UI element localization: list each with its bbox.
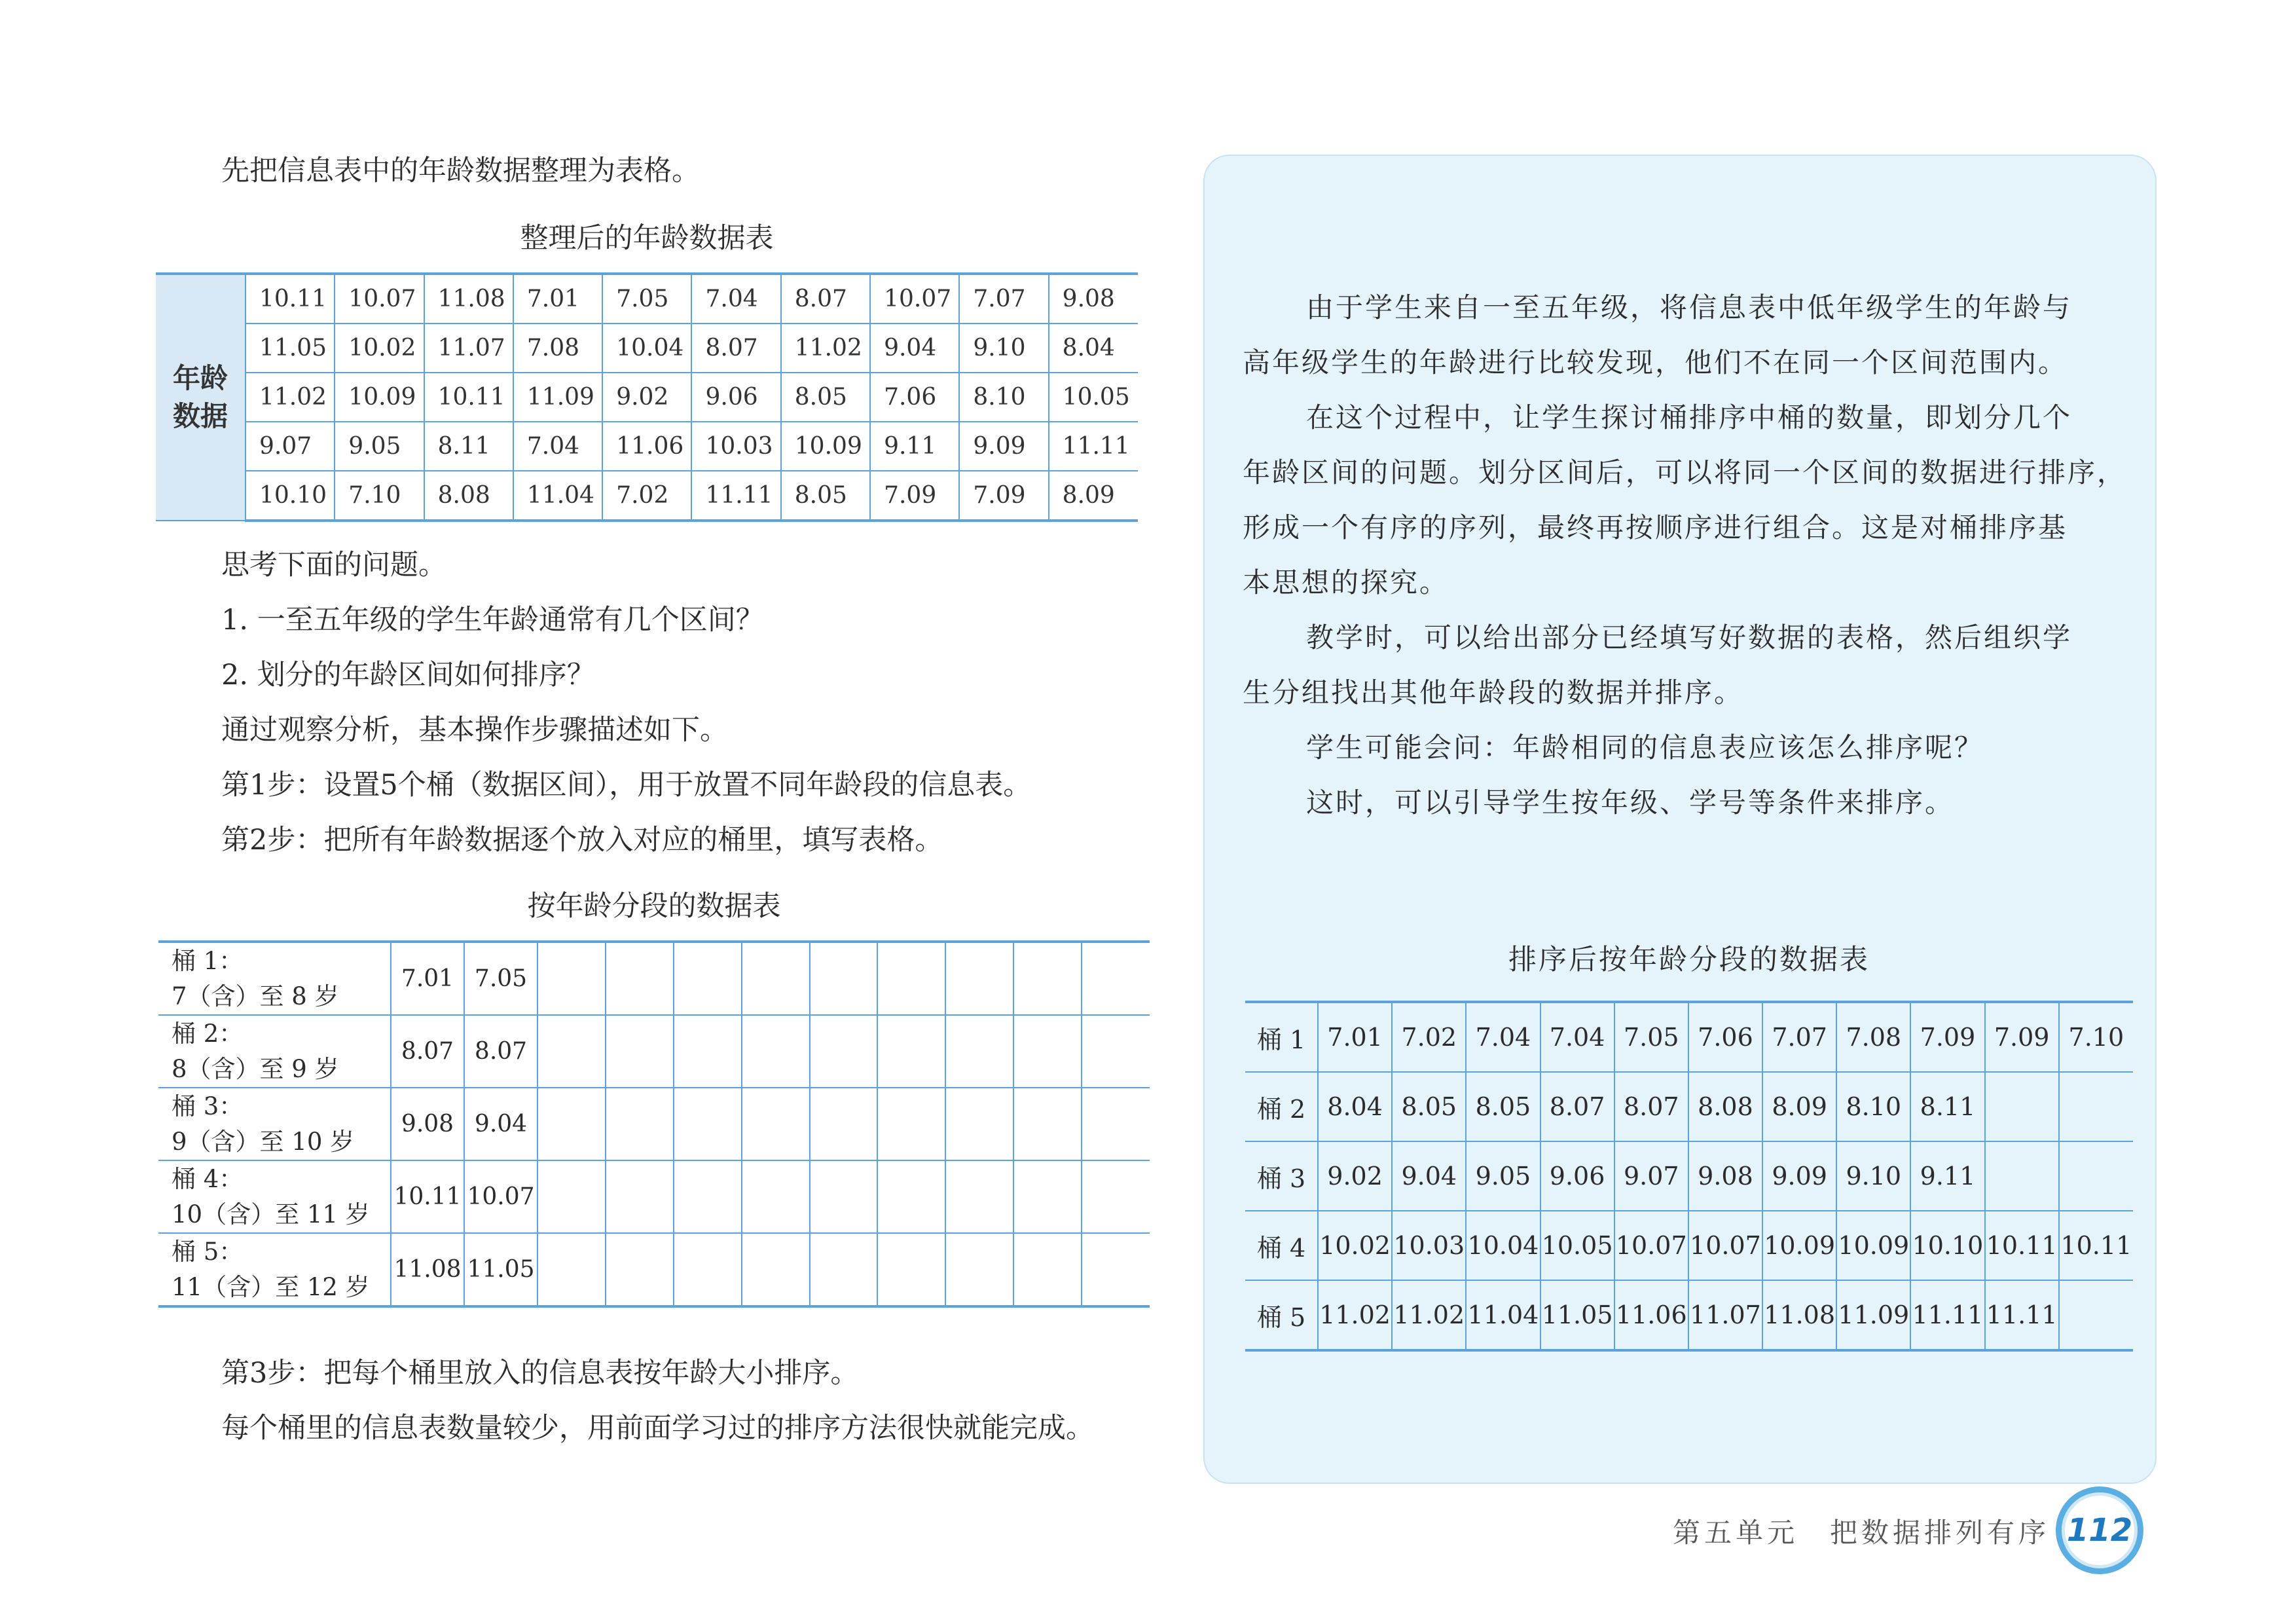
- empty-cell: [945, 1088, 1013, 1160]
- age-cell: 10.05: [1049, 373, 1138, 422]
- table3-title: 排序后按年龄分段的数据表: [1508, 944, 1870, 976]
- age-cell: 10.07: [464, 1160, 538, 1233]
- note-p2-line3: 形成一个有序的序列，最终再按顺序进行组合。这是对桶排序基: [1243, 511, 2068, 544]
- age-cell: 9.04: [870, 323, 959, 373]
- age-cell: 11.11: [691, 471, 780, 521]
- age-cell: 7.02: [602, 471, 691, 521]
- empty-cell: [606, 942, 674, 1015]
- age-cell: 8.07: [1540, 1072, 1614, 1141]
- age-cell: 8.11: [1910, 1072, 1984, 1141]
- age-cell: 11.05: [464, 1233, 538, 1306]
- bucket-name: 桶 2：: [172, 1019, 244, 1048]
- table-row: [1245, 1072, 2133, 1141]
- bucket-label-cell: 桶 4: [1245, 1211, 1318, 1280]
- empty-cell: [1013, 1015, 1082, 1088]
- empty-cell: [742, 1233, 810, 1306]
- bucket-range: 9（含）至 10 岁: [172, 1127, 355, 1156]
- age-cell: 8.07: [1614, 1072, 1688, 1141]
- age-cell: 7.09: [870, 471, 959, 521]
- table-row: [1245, 1002, 2133, 1072]
- age-cell: 7.07: [959, 274, 1048, 323]
- age-cell: 10.09: [1836, 1211, 1910, 1280]
- age-cell: 7.04: [513, 422, 602, 471]
- age-cell: 11.02: [246, 373, 335, 422]
- empty-cell: [742, 1160, 810, 1233]
- age-cell: 9.05: [1466, 1141, 1540, 1211]
- age-cell: 9.08: [1049, 274, 1138, 323]
- age-cell: 7.09: [1985, 1002, 2059, 1072]
- age-cell: [1985, 1072, 2059, 1141]
- empty-cell: [810, 1015, 878, 1088]
- age-cell: 10.02: [335, 323, 424, 373]
- bucket-name: 桶 4：: [172, 1164, 244, 1193]
- page-number: 112: [2066, 1512, 2133, 1549]
- note-p1-line2: 高年级学生的年龄进行比较发现，他们不在同一个区间范围内。: [1243, 346, 2068, 378]
- age-cell: 11.04: [1466, 1280, 1540, 1350]
- empty-cell: [810, 1088, 878, 1160]
- age-cell: 9.02: [602, 373, 691, 422]
- age-cell: 11.08: [424, 274, 513, 323]
- age-cell: 11.11: [1985, 1280, 2059, 1350]
- step-2-text: 第2步：把所有年龄数据逐个放入对应的桶里，填写表格。: [221, 824, 943, 857]
- bucket-name: 桶 3：: [172, 1092, 244, 1120]
- age-cell: 10.03: [691, 422, 780, 471]
- bucket-age-table: [158, 940, 1150, 1308]
- empty-cell: [674, 1015, 742, 1088]
- empty-cell: [1013, 1160, 1082, 1233]
- age-cell: 8.07: [691, 323, 780, 373]
- age-cell: 11.06: [1614, 1280, 1688, 1350]
- age-cell: 10.11: [2059, 1211, 2133, 1280]
- analysis-text: 通过观察分析，基本操作步骤描述如下。: [221, 714, 728, 747]
- age-cell: 10.07: [335, 274, 424, 323]
- table2-title: 按年龄分段的数据表: [527, 890, 781, 923]
- table-row: [156, 373, 1138, 422]
- row-header-line: 数据: [172, 400, 228, 432]
- page-number-badge: [2056, 1486, 2143, 1574]
- unit-title: 第五单元 把数据排列有序: [1673, 1517, 2050, 1549]
- table-row: [156, 274, 1138, 323]
- age-cell: 10.07: [1614, 1211, 1688, 1280]
- age-cell: [2059, 1280, 2133, 1350]
- age-cell: 8.05: [781, 373, 870, 422]
- empty-cell: [1082, 1233, 1150, 1306]
- age-data-table: [156, 272, 1138, 522]
- age-cell: 7.05: [464, 942, 538, 1015]
- empty-cell: [674, 1233, 742, 1306]
- age-cell: 8.07: [391, 1015, 464, 1088]
- age-cell: 9.04: [464, 1088, 538, 1160]
- age-cell: 9.07: [1614, 1141, 1688, 1211]
- age-cell: [1985, 1141, 2059, 1211]
- age-cell: 8.07: [781, 274, 870, 323]
- empty-cell: [1082, 942, 1150, 1015]
- age-cell: 7.10: [335, 471, 424, 521]
- age-cell: 9.04: [1392, 1141, 1466, 1211]
- empty-cell: [606, 1015, 674, 1088]
- age-cell: 8.11: [424, 422, 513, 471]
- bucket-label-cell: 桶 1: [1245, 1002, 1318, 1072]
- age-cell: 9.07: [246, 422, 335, 471]
- note-p1-line1: 由于学生来自一至五年级，将信息表中低年级学生的年龄与: [1306, 291, 2073, 323]
- age-cell: 7.06: [870, 373, 959, 422]
- age-cell: 8.08: [1688, 1072, 1762, 1141]
- age-cell: 11.02: [1318, 1280, 1392, 1350]
- age-cell: 8.04: [1318, 1072, 1392, 1141]
- empty-cell: [742, 942, 810, 1015]
- age-cell: [2059, 1141, 2133, 1211]
- note-p3-line1: 教学时，可以给出部分已经填写好数据的表格，然后组织学: [1306, 621, 2073, 654]
- age-cell: 11.08: [391, 1233, 464, 1306]
- empty-cell: [945, 942, 1013, 1015]
- bucket-label-cell: 桶 5: [1245, 1280, 1318, 1350]
- age-cell: 8.07: [464, 1015, 538, 1088]
- age-cell: 11.07: [424, 323, 513, 373]
- empty-cell: [606, 1233, 674, 1306]
- age-cell: 10.10: [246, 471, 335, 521]
- table-row: [1245, 1211, 2133, 1280]
- bucket-label-cell: [158, 1160, 391, 1233]
- age-cell: 7.04: [691, 274, 780, 323]
- age-cell: 11.11: [1049, 422, 1138, 471]
- age-cell: 10.11: [246, 274, 335, 323]
- empty-cell: [1013, 1233, 1082, 1306]
- think-text: 思考下面的问题。: [221, 549, 446, 581]
- empty-cell: [877, 1088, 945, 1160]
- age-cell: 8.09: [1762, 1072, 1836, 1141]
- age-cell: 11.06: [602, 422, 691, 471]
- note-p2-line1: 在这个过程中，让学生探讨桶排序中桶的数量，即划分几个: [1306, 401, 2073, 434]
- empty-cell: [606, 1088, 674, 1160]
- age-cell: 11.04: [513, 471, 602, 521]
- age-cell: 7.04: [1540, 1002, 1614, 1072]
- table-row: [156, 422, 1138, 471]
- age-cell: 9.05: [335, 422, 424, 471]
- note-p5: 这时，可以引导学生按年级、学号等条件来排序。: [1306, 786, 1955, 819]
- empty-cell: [674, 1160, 742, 1233]
- age-cell: 7.01: [1318, 1002, 1392, 1072]
- age-cell: 10.09: [1762, 1211, 1836, 1280]
- empty-cell: [945, 1160, 1013, 1233]
- bucket-name: 桶 1：: [172, 946, 244, 975]
- age-cell: 8.10: [959, 373, 1048, 422]
- age-cell: 9.10: [1836, 1141, 1910, 1211]
- empty-cell: [538, 942, 606, 1015]
- age-cell: 11.09: [513, 373, 602, 422]
- empty-cell: [674, 1088, 742, 1160]
- table-row: [1245, 1280, 2133, 1350]
- age-cell: 8.04: [1049, 323, 1138, 373]
- empty-cell: [1082, 1160, 1150, 1233]
- age-cell: 10.10: [1910, 1211, 1984, 1280]
- empty-cell: [606, 1160, 674, 1233]
- age-cell: 7.01: [513, 274, 602, 323]
- age-cell: 10.04: [602, 323, 691, 373]
- age-cell: 11.09: [1836, 1280, 1910, 1350]
- empty-cell: [945, 1233, 1013, 1306]
- age-cell: 8.09: [1049, 471, 1138, 521]
- bucket-range: 11（含）至 12 岁: [172, 1272, 370, 1301]
- table-row: [158, 1015, 1150, 1088]
- age-cell: 7.05: [1614, 1002, 1688, 1072]
- empty-cell: [1082, 1088, 1150, 1160]
- note-p2-line4: 本思想的探究。: [1243, 566, 1449, 599]
- step-1-text: 第1步：设置5个桶（数据区间），用于放置不同年龄段的信息表。: [221, 769, 1032, 802]
- age-cell: 9.08: [1688, 1141, 1762, 1211]
- empty-cell: [674, 942, 742, 1015]
- age-cell: 11.05: [246, 323, 335, 373]
- note-p3-line2: 生分组找出其他年龄段的数据并排序。: [1243, 676, 1744, 709]
- empty-cell: [877, 1015, 945, 1088]
- empty-cell: [1013, 942, 1082, 1015]
- bucket-range: 8（含）至 9 岁: [172, 1054, 339, 1083]
- age-cell: 7.02: [1392, 1002, 1466, 1072]
- question-2: 2. 划分的年龄区间如何排序？: [221, 659, 595, 692]
- bucket-range: 10（含）至 11 岁: [172, 1200, 370, 1228]
- age-cell: 10.07: [1688, 1211, 1762, 1280]
- row-header-cell: [156, 274, 246, 521]
- empty-cell: [742, 1088, 810, 1160]
- age-cell: 9.09: [1762, 1141, 1836, 1211]
- bucket-label-cell: [158, 1015, 391, 1088]
- age-cell: 9.06: [1540, 1141, 1614, 1211]
- empty-cell: [810, 1233, 878, 1306]
- age-cell: 7.09: [959, 471, 1048, 521]
- age-cell: 7.08: [1836, 1002, 1910, 1072]
- table-row: [156, 323, 1138, 373]
- age-cell: 11.08: [1762, 1280, 1836, 1350]
- age-cell: 11.07: [1688, 1280, 1762, 1350]
- table-row: [158, 1160, 1150, 1233]
- age-cell: 7.01: [391, 942, 464, 1015]
- empty-cell: [1013, 1088, 1082, 1160]
- age-cell: 8.05: [1392, 1072, 1466, 1141]
- age-cell: 10.09: [781, 422, 870, 471]
- empty-cell: [538, 1160, 606, 1233]
- step-3-text: 第3步：把每个桶里放入的信息表按年龄大小排序。: [221, 1357, 859, 1390]
- bucket-name: 桶 5：: [172, 1237, 244, 1266]
- intro-text: 先把信息表中的年龄数据整理为表格。: [221, 155, 700, 187]
- bucket-label-cell: 桶 2: [1245, 1072, 1318, 1141]
- age-cell: 9.02: [1318, 1141, 1392, 1211]
- conclusion-text: 每个桶里的信息表数量较少，用前面学习过的排序方法很快就能完成。: [221, 1412, 1094, 1445]
- age-cell: 7.08: [513, 323, 602, 373]
- age-cell: 7.05: [602, 274, 691, 323]
- empty-cell: [742, 1015, 810, 1088]
- age-cell: 8.05: [781, 471, 870, 521]
- age-cell: 8.05: [1466, 1072, 1540, 1141]
- age-cell: 11.02: [1392, 1280, 1466, 1350]
- age-cell: 9.11: [870, 422, 959, 471]
- question-1: 1. 一至五年级的学生年龄通常有几个区间？: [221, 604, 764, 637]
- empty-cell: [1082, 1015, 1150, 1088]
- table1-title: 整理后的年龄数据表: [520, 222, 774, 255]
- age-cell: 7.07: [1762, 1002, 1836, 1072]
- age-cell: 9.11: [1910, 1141, 1984, 1211]
- bucket-label-cell: [158, 1233, 391, 1306]
- empty-cell: [877, 1233, 945, 1306]
- age-cell: 9.08: [391, 1088, 464, 1160]
- age-cell: 9.09: [959, 422, 1048, 471]
- bucket-label-cell: [158, 1088, 391, 1160]
- age-cell: 10.05: [1540, 1211, 1614, 1280]
- age-cell: 11.11: [1910, 1280, 1984, 1350]
- empty-cell: [877, 942, 945, 1015]
- age-cell: 11.05: [1540, 1280, 1614, 1350]
- empty-cell: [877, 1160, 945, 1233]
- age-cell: 10.04: [1466, 1211, 1540, 1280]
- age-cell: [2059, 1072, 2133, 1141]
- age-cell: 8.10: [1836, 1072, 1910, 1141]
- age-cell: 10.09: [335, 373, 424, 422]
- empty-cell: [538, 1233, 606, 1306]
- age-cell: 10.07: [870, 274, 959, 323]
- table-row: [158, 1088, 1150, 1160]
- empty-cell: [538, 1088, 606, 1160]
- empty-cell: [810, 942, 878, 1015]
- table-row: [158, 942, 1150, 1015]
- empty-cell: [538, 1015, 606, 1088]
- table-row: [156, 471, 1138, 521]
- age-cell: 7.06: [1688, 1002, 1762, 1072]
- age-cell: 9.10: [959, 323, 1048, 373]
- row-header-line: 年龄: [172, 362, 228, 394]
- age-cell: 9.06: [691, 373, 780, 422]
- bucket-range: 7（含）至 8 岁: [172, 982, 339, 1010]
- age-cell: 8.08: [424, 471, 513, 521]
- note-p4: 学生可能会问：年龄相同的信息表应该怎么排序呢？: [1306, 731, 1984, 764]
- age-cell: 10.11: [1985, 1211, 2059, 1280]
- age-cell: 10.03: [1392, 1211, 1466, 1280]
- age-cell: 7.09: [1910, 1002, 1984, 1072]
- table-row: [158, 1233, 1150, 1306]
- empty-cell: [945, 1015, 1013, 1088]
- bucket-label-cell: [158, 942, 391, 1015]
- age-cell: 10.11: [424, 373, 513, 422]
- age-cell: 7.04: [1466, 1002, 1540, 1072]
- table-row: [1245, 1141, 2133, 1211]
- age-cell: 10.02: [1318, 1211, 1392, 1280]
- bucket-label-cell: 桶 3: [1245, 1141, 1318, 1211]
- age-cell: 10.11: [391, 1160, 464, 1233]
- age-cell: 7.10: [2059, 1002, 2133, 1072]
- sorted-bucket-table: [1245, 1001, 2133, 1352]
- age-cell: 11.02: [781, 323, 870, 373]
- note-p2-line2: 年龄区间的问题。划分区间后，可以将同一个区间的数据进行排序，: [1243, 456, 2127, 489]
- empty-cell: [810, 1160, 878, 1233]
